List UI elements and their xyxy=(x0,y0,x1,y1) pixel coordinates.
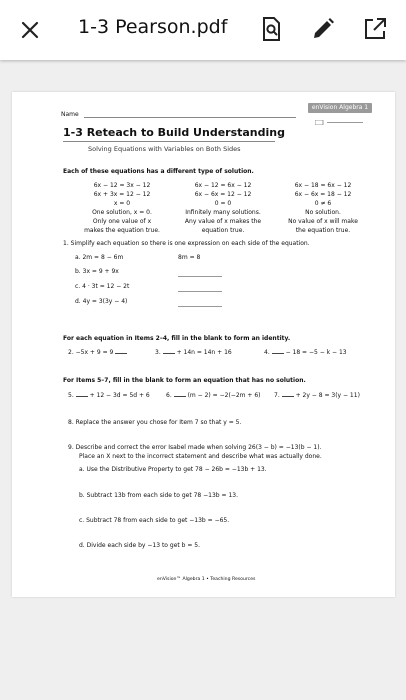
toolbar xyxy=(0,0,406,60)
question-8: 8. Replace the answer you chose for Item 7 so that y = 5. xyxy=(68,419,242,426)
question-1d: d. 4y = 3(3y − 4) xyxy=(75,298,128,305)
document-search-icon[interactable] xyxy=(258,16,284,42)
question-9b: b. Subtract 13b from each side to get 78 −13b = 13. xyxy=(79,492,238,499)
example3-line2: 6x − 6x = 18 − 12 xyxy=(294,191,352,198)
example2-line6: equation true. xyxy=(201,227,245,234)
question-9c: c. Subtract 78 from each side to get −13b = −65. xyxy=(79,517,230,524)
example2-line2: 6x − 6x = 12 − 12 xyxy=(194,191,252,198)
question-3 xyxy=(155,348,232,356)
name-line xyxy=(84,117,296,118)
question-4 xyxy=(264,348,347,356)
blank-3 xyxy=(163,348,175,354)
example3-line5: No value of x will make xyxy=(288,218,358,225)
question-9a: a. Use the Distributive Property to get 78 − 26b = −13b + 13. xyxy=(79,466,267,473)
answer-line-1d xyxy=(178,306,222,307)
example2-line1: 6x − 12 = 6x − 12 xyxy=(194,182,252,189)
question-3-text: + 14n = 14n + 16 xyxy=(176,349,232,356)
question-6-text: (m − 2) = −2(−2m + 6) xyxy=(187,392,261,399)
section-identity-heading: For each equation in Items 2–4, fill in the blank to form an identity. xyxy=(63,335,291,342)
question-6-number: 6. xyxy=(166,392,172,399)
question-9-line1: 9. Describe and correct the error Isabel made when solving 26(3 − b) = −13(b − 1). xyxy=(68,444,322,451)
question-7 xyxy=(274,391,360,399)
answer-line-1b xyxy=(178,276,222,277)
blank-6 xyxy=(174,391,186,397)
blank-2 xyxy=(115,348,127,354)
question-2 xyxy=(68,348,127,356)
question-7-text: + 2y − 8 = 3(y − 11) xyxy=(295,392,360,399)
document-title: 1-3 Pearson.pdf xyxy=(78,16,228,38)
question-2-text: 2. −5x + 9 = 9 xyxy=(68,349,114,356)
lesson-subtitle: Solving Equations with Variables on Both Sides xyxy=(88,145,241,153)
brand-logo-strip xyxy=(315,120,365,125)
question-5-number: 5. xyxy=(68,392,74,399)
open-external-icon[interactable] xyxy=(362,16,388,42)
intro-text: Each of these equations has a different type of solution. xyxy=(63,168,254,175)
example1-line4: One solution, x = 0. xyxy=(92,209,152,216)
question-1a: a. 2m = 8 − 6m xyxy=(75,254,124,261)
question-5 xyxy=(68,391,150,399)
question-6 xyxy=(166,391,260,399)
name-label: Name xyxy=(61,111,79,118)
example3-line6: the equation true. xyxy=(295,227,351,234)
example2-line4: Infinitely many solutions. xyxy=(185,209,261,216)
answer-line-1c xyxy=(178,291,222,292)
question-5-text: + 12 − 3d = 5d + 6 xyxy=(89,392,150,399)
close-icon[interactable] xyxy=(18,18,42,42)
question-4-number: 4. xyxy=(264,349,270,356)
question-1: 1. Simplify each equation so there is one expression on each side of the equation. xyxy=(63,240,310,247)
example2-line3: 0 = 0 xyxy=(214,200,232,207)
question-1c: c. 4 · 3t = 12 − 2t xyxy=(75,283,130,290)
section-no-solution-heading: For Items 5–7, fill in the blank to form an equation that has no solution. xyxy=(63,377,306,384)
title-rule xyxy=(63,141,275,142)
example3-line4: No solution. xyxy=(305,209,341,216)
lesson-title: 1-3 Reteach to Build Understanding xyxy=(63,126,285,139)
question-7-number: 7. xyxy=(274,392,280,399)
example2-line5: Any value of x makes the xyxy=(184,218,262,225)
example1-line1: 6x − 12 = 3x − 12 xyxy=(93,182,151,189)
example1-line2: 6x + 3x = 12 − 12 xyxy=(93,191,151,198)
blank-5 xyxy=(76,391,88,397)
question-9-line2: Place an X next to the incorrect statement and describe what was actually done. xyxy=(79,453,322,460)
blank-4 xyxy=(272,348,284,354)
example3-line1: 6x − 18 = 6x − 12 xyxy=(294,182,352,189)
question-4-text: − 18 = −5 − k − 13 xyxy=(285,349,347,356)
page-footer: enVision™ Algebra 1 • Teaching Resources xyxy=(157,577,256,582)
question-1a-answer: 8m = 8 xyxy=(178,254,201,261)
question-1b: b. 3x = 9 + 9x xyxy=(75,268,119,275)
example1-line3: x = 0 xyxy=(113,200,131,207)
pdf-page[interactable] xyxy=(12,92,395,597)
example1-line6: makes the equation true. xyxy=(84,227,160,234)
pencil-icon[interactable] xyxy=(310,16,336,42)
question-3-number: 3. xyxy=(155,349,161,356)
example1-line5: Only one value of x xyxy=(92,218,152,225)
blank-7 xyxy=(282,391,294,397)
brand-badge: enVision Algebra 1 xyxy=(308,103,372,113)
question-9d: d. Divide each side by −13 to get b = 5. xyxy=(79,542,201,549)
example3-line3: 0 ≠ 6 xyxy=(314,200,332,207)
